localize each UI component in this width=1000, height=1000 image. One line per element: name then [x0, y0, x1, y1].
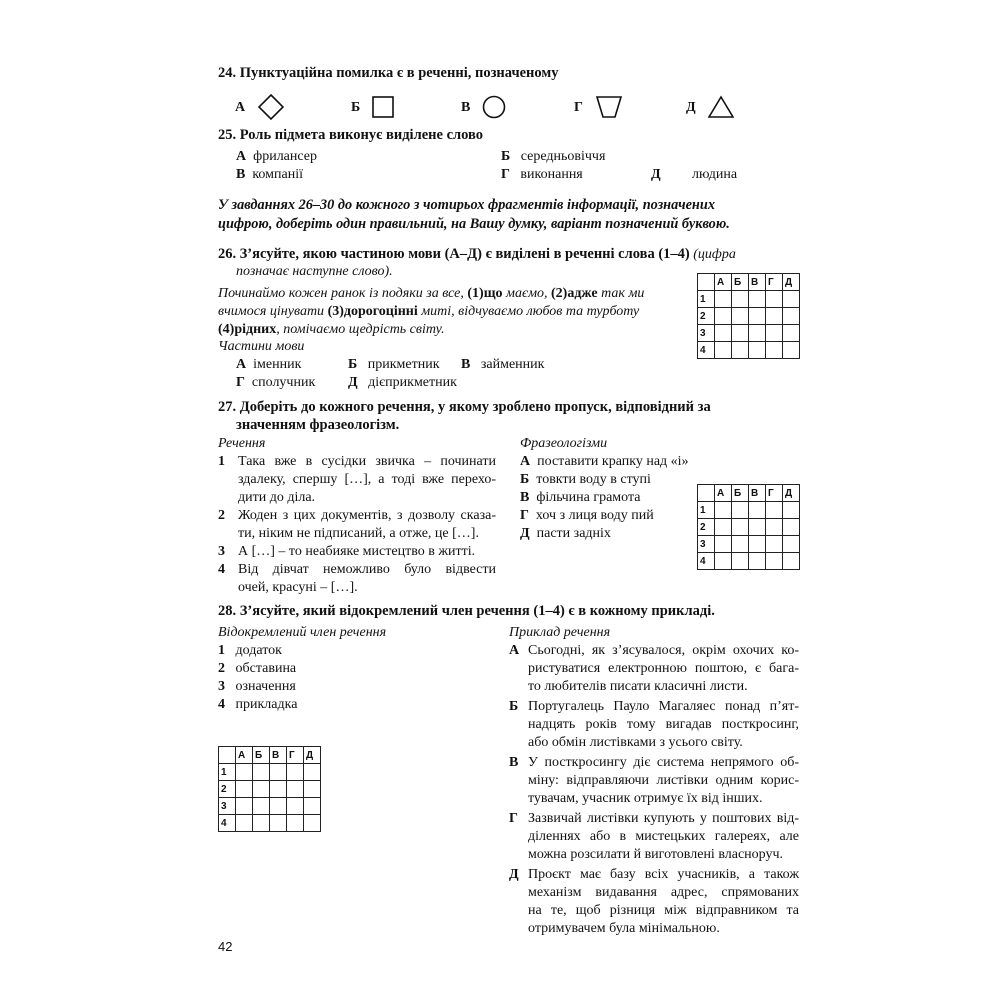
answer-cell[interactable] — [287, 815, 304, 832]
q24-option-letter: Д — [686, 100, 696, 115]
sentence-line: дити до діла. — [238, 490, 316, 505]
q27-heading: 27. Доберіть до кожного речення, у якому зроблено пропуск, відповідний за — [218, 399, 711, 415]
answer-cell[interactable] — [766, 342, 783, 359]
example-line: механізм видавання адрес, спрямованих — [528, 885, 799, 900]
grid-col-header: Г — [287, 747, 304, 764]
example-line: можна розсилати й виготовлені власноруч. — [528, 847, 784, 862]
sentence-number: 3 — [218, 544, 225, 559]
sentence-line: Жоден з цих документів, з дозволу сказа- — [238, 508, 496, 523]
answer-cell[interactable] — [783, 342, 800, 359]
answer-cell[interactable] — [766, 325, 783, 342]
grid-col-header: А — [715, 274, 732, 291]
grid-row-header: 4 — [698, 342, 715, 359]
q27-right-label: Фразеологізми — [520, 436, 608, 451]
example-line: діленнях або в мистецьких галереях, але — [528, 829, 799, 844]
sentence-line: очей, красуні – […]. — [238, 580, 358, 595]
answer-cell[interactable] — [253, 815, 270, 832]
q25-option-d: Д — [651, 167, 661, 182]
grid-row-header: 4 — [219, 815, 236, 832]
idiom-item: Д пасти задніх — [520, 526, 611, 541]
q26-sentence-line1: Починаймо кожен ранок із подяки за все, (1)що маємо, (2)адже так ми — [218, 286, 645, 301]
q26-sentence-line3: (4)рідних, помічаємо щедрість світу. — [218, 322, 445, 337]
example-line: ристуватися електронною поштою, є бага- — [528, 661, 799, 676]
grid-row-header: 3 — [219, 798, 236, 815]
diamond-icon — [258, 94, 284, 120]
answer-cell[interactable] — [749, 519, 766, 536]
example-line: тувачам, учасник отримує їх від інших. — [528, 791, 763, 806]
answer-cell[interactable] — [749, 308, 766, 325]
answer-cell[interactable] — [749, 502, 766, 519]
member-item: 2 обставина — [218, 661, 297, 676]
answer-cell[interactable] — [253, 781, 270, 798]
example-line: на те, щоб різниця між відправником та — [528, 903, 799, 918]
circle-icon — [482, 95, 506, 119]
answer-cell[interactable] — [270, 798, 287, 815]
grid-col-header: Д — [783, 274, 800, 291]
answer-cell[interactable] — [732, 325, 749, 342]
grid-row-header: 2 — [698, 308, 715, 325]
grid-col-header: Д — [783, 485, 800, 502]
q28-heading: 28. З’ясуйте, який відокремлений член речення (1–4) є в кожному прикладі. — [218, 603, 715, 619]
grid-col-header: Б — [732, 485, 749, 502]
answer-cell[interactable] — [304, 815, 321, 832]
member-item: 4 прикладка — [218, 697, 298, 712]
answer-cell[interactable] — [236, 815, 253, 832]
q28-left-label: Відокремлений член речення — [218, 625, 387, 640]
q24-option-letter: Г — [574, 100, 583, 115]
answer-cell[interactable] — [304, 781, 321, 798]
example-letter: В — [509, 755, 519, 770]
sentence-number: 2 — [218, 508, 225, 523]
answer-cell[interactable] — [766, 536, 783, 553]
q26-option-d: Д дієприкметник — [348, 375, 457, 390]
answer-cell[interactable] — [783, 291, 800, 308]
q24-heading — [218, 64, 559, 82]
answer-cell[interactable] — [715, 308, 732, 325]
answer-cell[interactable] — [749, 291, 766, 308]
grid-col-header: А — [236, 747, 253, 764]
sentence-line: А […] – то неабияке мистецтво в житті. — [238, 544, 476, 559]
example-line: У посткросингу діє система непрямого об- — [528, 755, 799, 770]
q26-parts-label: Частини мови — [218, 339, 305, 354]
q26-heading: 26. З’ясуйте, якою частиною мови (А–Д) є виділені в реченні слова (1–4) (цифра — [218, 246, 736, 262]
example-line: Сьогодні, як з’ясувалося, окрім охочих ко- — [528, 643, 799, 658]
example-letter: Г — [509, 811, 518, 826]
sentence-number: 4 — [218, 562, 225, 577]
answer-cell[interactable] — [715, 553, 732, 570]
q26-answer-grid — [697, 273, 800, 359]
example-line: або обмін листівками з усього світу. — [528, 735, 743, 750]
answer-cell[interactable] — [732, 553, 749, 570]
q25-option-b: Б середньовіччя — [501, 149, 606, 164]
example-line: Португалець Пауло Магаляес понад п’ят- — [528, 699, 799, 714]
grid-row-header: 1 — [698, 502, 715, 519]
example-line: отримувачем була мінімальною. — [528, 921, 720, 936]
answer-cell[interactable] — [304, 798, 321, 815]
q26-heading-line2: позначає наступне слово). — [236, 264, 393, 279]
answer-cell[interactable] — [287, 764, 304, 781]
grid-col-header: Г — [766, 485, 783, 502]
grid-col-header: В — [270, 747, 287, 764]
answer-cell[interactable] — [732, 342, 749, 359]
q24-text: Пунктуаційна помилка є в реченні, позначеному — [239, 65, 559, 81]
grid-col-header: А — [715, 485, 732, 502]
answer-cell[interactable] — [783, 519, 800, 536]
answer-cell[interactable] — [304, 764, 321, 781]
grid-col-header: Б — [253, 747, 270, 764]
answer-cell[interactable] — [766, 519, 783, 536]
answer-cell[interactable] — [749, 325, 766, 342]
answer-cell[interactable] — [253, 798, 270, 815]
idiom-item: Б товкти воду в ступі — [520, 472, 651, 487]
answer-cell[interactable] — [732, 502, 749, 519]
example-line: то любителів писати класичні листи. — [528, 679, 748, 694]
example-line: міну: відправляючи листівки одним корис- — [528, 773, 799, 788]
member-item: 1 додаток — [218, 643, 282, 658]
example-letter: Б — [509, 699, 519, 714]
q26-option-b: Б прикметник — [348, 357, 440, 372]
grid-row-header: 1 — [698, 291, 715, 308]
instruction-line2: цифрою, доберіть один правильний, на Вашу думку, варіант позначений буквою. — [218, 216, 730, 232]
answer-cell[interactable] — [270, 815, 287, 832]
answer-cell[interactable] — [236, 764, 253, 781]
grid-row-header: 3 — [698, 536, 715, 553]
example-line: Зазвичай листівки купують у поштових від- — [528, 811, 799, 826]
answer-cell[interactable] — [287, 781, 304, 798]
member-item: 3 означення — [218, 679, 296, 694]
answer-cell[interactable] — [715, 342, 732, 359]
example-letter: Д — [509, 867, 519, 882]
answer-cell[interactable] — [715, 502, 732, 519]
answer-cell[interactable] — [270, 764, 287, 781]
answer-cell[interactable] — [732, 291, 749, 308]
answer-cell[interactable] — [715, 325, 732, 342]
answer-cell[interactable] — [715, 536, 732, 553]
answer-cell[interactable] — [287, 798, 304, 815]
q27-answer-grid — [697, 484, 800, 570]
q25-heading — [218, 126, 483, 144]
answer-cell[interactable] — [715, 291, 732, 308]
q26-option-v: В займенник — [461, 357, 545, 372]
trapezoid-icon — [596, 95, 622, 119]
q25-option-h: Г виконання — [501, 167, 583, 182]
answer-cell[interactable] — [766, 553, 783, 570]
instruction-line1: У завданнях 26–30 до кожного з чотирьох фрагментів інформації, позначених — [218, 197, 715, 213]
answer-cell[interactable] — [766, 502, 783, 519]
grid-row-header: 1 — [219, 764, 236, 781]
sentence-line: Така вже в сусідки звичка – починати — [238, 454, 496, 469]
answer-cell[interactable] — [732, 536, 749, 553]
answer-cell[interactable] — [270, 781, 287, 798]
answer-cell[interactable] — [715, 519, 732, 536]
sentence-line: ти, ніким не підписаний, а отже, це […]. — [238, 526, 479, 541]
sentence-line: здалеку, спершу […], а тоді вже перехо- — [238, 472, 496, 487]
example-letter: А — [509, 643, 520, 658]
q24-number: 24. — [218, 65, 237, 81]
grid-col-header: Д — [304, 747, 321, 764]
answer-cell[interactable] — [783, 536, 800, 553]
grid-col-header: Г — [766, 274, 783, 291]
answer-cell[interactable] — [236, 798, 253, 815]
grid-col-header: В — [749, 485, 766, 502]
answer-cell[interactable] — [766, 308, 783, 325]
q25-option-d-text: людина — [692, 167, 738, 182]
q26-option-a: А іменник — [236, 357, 302, 372]
q28-right-label: Приклад речення — [509, 625, 611, 640]
idiom-item: Г хоч з лиця воду пий — [520, 508, 654, 523]
q24-option-letter: А — [235, 100, 246, 115]
square-icon — [372, 96, 394, 118]
q26-sentence-line2: вчимося цінувати (3)дорогоцінні миті, відчуваємо любов та турботу — [218, 304, 640, 319]
grid-row-header: 2 — [219, 781, 236, 798]
grid-col-header: Б — [732, 274, 749, 291]
sentence-line: Від дівчат неможливо було відвести — [238, 562, 496, 577]
example-line: Проєкт має базу всіх учасників, а також — [528, 867, 799, 882]
grid-row-header: 3 — [698, 325, 715, 342]
answer-cell[interactable] — [749, 536, 766, 553]
page-number: 42 — [218, 939, 233, 954]
grid-col-header: В — [749, 274, 766, 291]
answer-cell[interactable] — [236, 781, 253, 798]
answer-cell[interactable] — [732, 519, 749, 536]
q27-heading-line2: значенням фразеологізм. — [236, 417, 400, 433]
answer-cell[interactable] — [783, 325, 800, 342]
answer-cell[interactable] — [732, 308, 749, 325]
q27-left-label: Речення — [218, 436, 266, 451]
grid-row-header: 2 — [698, 519, 715, 536]
q25-option-v: В компанії — [236, 167, 304, 182]
answer-cell[interactable] — [253, 764, 270, 781]
q25-option-a: А фрилансер — [236, 149, 317, 164]
answer-cell[interactable] — [766, 291, 783, 308]
sentence-number: 1 — [218, 454, 225, 469]
answer-cell[interactable] — [749, 553, 766, 570]
answer-cell[interactable] — [749, 342, 766, 359]
q25-number: 25. — [218, 127, 237, 143]
q28-answer-grid — [218, 746, 321, 832]
answer-cell[interactable] — [783, 308, 800, 325]
answer-cell[interactable] — [783, 553, 800, 570]
answer-cell[interactable] — [783, 502, 800, 519]
idiom-item: В фільчина грамота — [520, 490, 641, 505]
q25-text: Роль підмета виконує виділене слово — [239, 127, 484, 143]
example-line: надцять років тому вигадав посткросинг, — [528, 717, 799, 732]
grid-row-header: 4 — [698, 553, 715, 570]
triangle-icon — [708, 95, 734, 119]
q24-option-letter: В — [461, 100, 471, 115]
idiom-item: А поставити крапку над «і» — [520, 454, 689, 469]
q24-options — [0, 92, 1000, 122]
q26-option-h: Г сполучник — [236, 375, 316, 390]
q24-option-letter: Б — [351, 100, 361, 115]
